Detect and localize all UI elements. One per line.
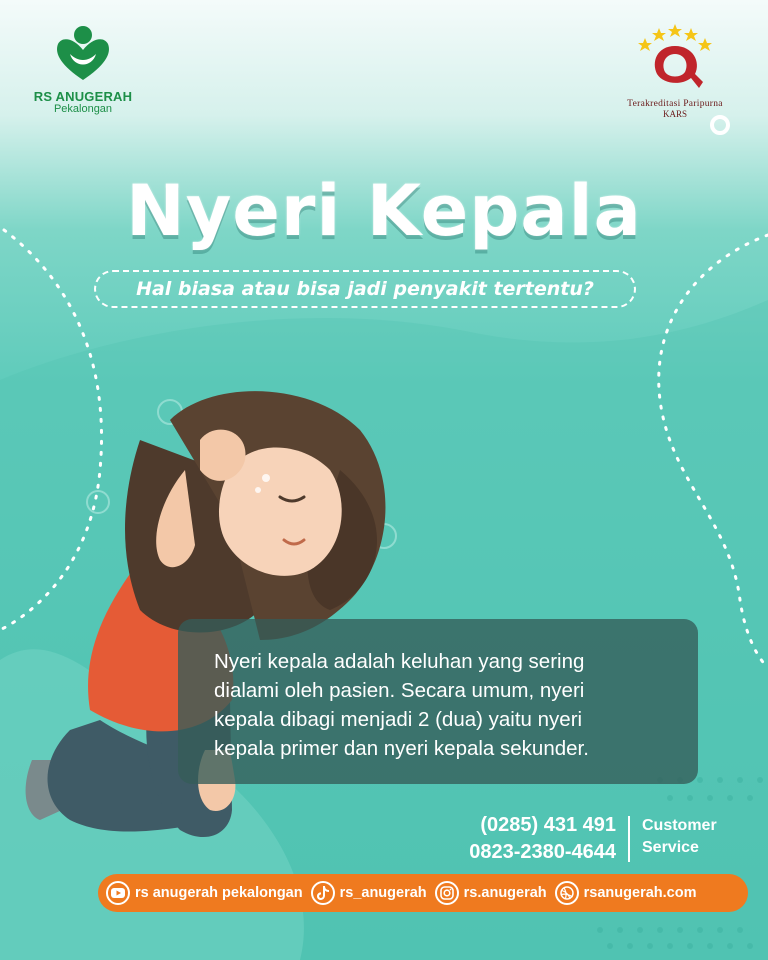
- info-text-line: Nyeri kepala adalah keluhan yang sering: [214, 650, 585, 673]
- contact-block: [420, 812, 740, 868]
- phone-numbers: [469, 812, 616, 866]
- social-website[interactable]: [555, 881, 697, 905]
- accreditation-text: Terakreditasi Paripurna: [627, 99, 723, 109]
- page-subtitle: Hal biasa atau bisa jadi penyakit tertentu?: [94, 270, 636, 308]
- phone-number-landline[interactable]: (0285) 431 491: [480, 814, 616, 836]
- page-title: Nyeri Kepala: [126, 170, 642, 252]
- accreditation-body: KARS: [662, 109, 687, 119]
- social-youtube-label: rs anugerah pekalongan: [135, 885, 303, 901]
- customer-service-label-line-2: Service: [642, 839, 699, 856]
- tiktok-icon: [311, 881, 335, 905]
- youtube-icon: [106, 881, 130, 905]
- kars-logo-icon: [635, 22, 715, 92]
- social-youtube[interactable]: [106, 881, 303, 905]
- hospital-name: RS ANUGERAH: [33, 89, 133, 104]
- globe-icon: [555, 881, 579, 905]
- accreditation-badge: [610, 22, 740, 119]
- customer-service-label-line-1: Customer: [642, 817, 717, 834]
- customer-service-label: [642, 815, 717, 859]
- social-tiktok[interactable]: [311, 881, 427, 905]
- hospital-city: Pekalongan: [53, 103, 113, 115]
- social-instagram-label: rs.anugerah: [463, 885, 547, 901]
- social-tiktok-label: rs_anugerah: [339, 885, 427, 901]
- info-text-line: dialami oleh pasien. Secara umum, nyeri: [214, 679, 585, 702]
- social-instagram[interactable]: [435, 881, 547, 905]
- info-text-line: kepala primer dan nyeri kepala sekunder.: [214, 737, 589, 760]
- phone-number-mobile[interactable]: 0823-2380-4644: [469, 841, 616, 863]
- info-text-box: [178, 619, 698, 784]
- contact-divider: [628, 816, 630, 862]
- social-website-label: rsanugerah.com: [583, 885, 697, 901]
- hospital-emblem-icon: [52, 24, 114, 82]
- info-text-line: kepala dibagi menjadi 2 (dua) yaitu nyeri: [214, 708, 583, 731]
- hospital-logo: [28, 24, 138, 115]
- social-media-bar: [98, 874, 748, 912]
- instagram-icon: [435, 881, 459, 905]
